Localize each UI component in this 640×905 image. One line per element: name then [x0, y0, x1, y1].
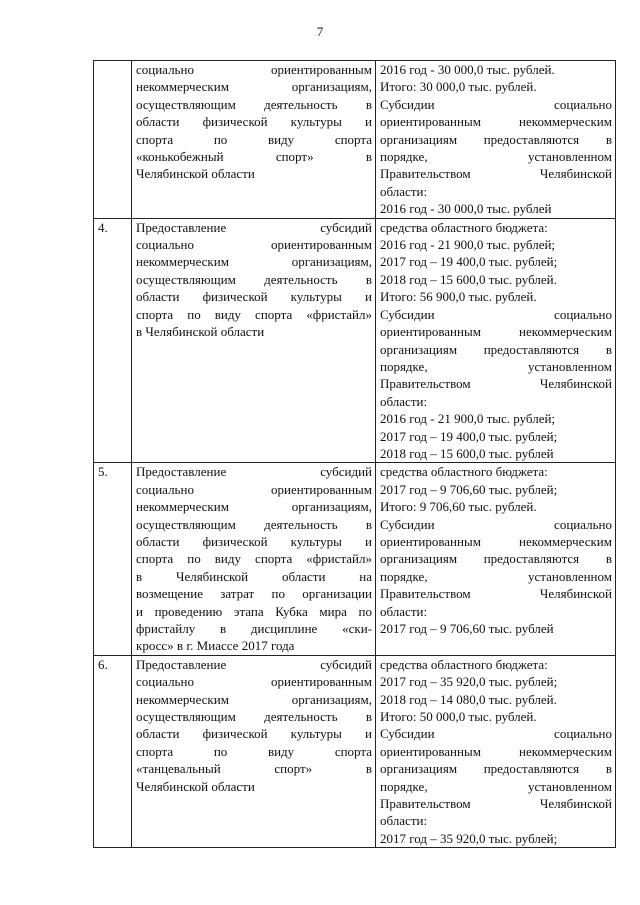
- funding-line: порядке, установленном: [380, 358, 612, 374]
- funding-line: области:: [380, 603, 428, 619]
- funding-line: 2017 год – 35 920,0 тыс. рублей;: [380, 830, 558, 846]
- table-row: [94, 655, 616, 847]
- description-line: социально ориентированным: [136, 674, 372, 690]
- funding-line: организациям предоставляются в: [380, 761, 612, 777]
- funding-cell: [376, 655, 616, 847]
- description-line: спорта по виду спорта: [136, 743, 372, 759]
- description-line: и проведению этапа Кубка мира по: [136, 603, 372, 619]
- funding-line: ориентированным некоммерческим: [380, 114, 612, 130]
- funding-line: Правительством Челябинской: [380, 376, 612, 392]
- description-line: социально ориентированным: [136, 237, 372, 253]
- description-line: области физической культуры и: [136, 726, 372, 742]
- description-line: осуществляющим деятельность в: [136, 96, 372, 112]
- subsidy-table: [93, 60, 616, 848]
- funding-line: средства областного бюджета:: [380, 656, 548, 672]
- funding-line: Субсидии социально: [380, 516, 612, 532]
- funding-line: 2016 год - 30 000,0 тыс. рублей: [380, 201, 552, 217]
- row-number-cell: 4.: [94, 218, 132, 463]
- funding-line: организациям предоставляются в: [380, 551, 612, 567]
- funding-line: Правительством Челябинской: [380, 586, 612, 602]
- funding-line: 2018 год – 15 600,0 тыс. рублей: [380, 445, 554, 461]
- funding-line: 2018 год – 15 600,0 тыс. рублей.: [380, 271, 557, 287]
- description-line: Предоставление субсидий: [136, 219, 372, 235]
- description-line: Предоставление субсидий: [136, 464, 372, 480]
- description-line: области физической культуры и: [136, 114, 372, 130]
- measure-description-cell: [132, 61, 376, 219]
- funding-line: средства областного бюджета:: [380, 219, 548, 235]
- measure-description-cell: [132, 218, 376, 463]
- funding-line: 2017 год – 9 706,60 тыс. рублей: [380, 621, 554, 636]
- funding-line: 2017 год – 19 400,0 тыс. рублей;: [380, 254, 558, 270]
- funding-cell: [376, 463, 616, 655]
- description-line: спорта по виду спорта «фристайл»: [136, 306, 372, 322]
- description-line: осуществляющим деятельность в: [136, 271, 372, 287]
- funding-line: 2016 год - 30 000,0 тыс. рублей.: [380, 62, 555, 77]
- funding-line: Правительством Челябинской: [380, 166, 612, 182]
- funding-line: Итого: 56 900,0 тыс. рублей.: [380, 289, 537, 305]
- funding-line: порядке, установленном: [380, 568, 612, 584]
- measure-description-cell: [132, 655, 376, 847]
- funding-line: Итого: 30 000,0 тыс. рублей.: [380, 79, 537, 95]
- funding-line: ориентированным некоммерческим: [380, 533, 612, 549]
- description-line: некоммерческим организациям,: [136, 499, 372, 515]
- page-number: 7: [316, 24, 324, 39]
- table-row: [94, 218, 616, 463]
- row-number-cell: 5.: [94, 463, 132, 655]
- funding-line: ориентированным некоммерческим: [380, 743, 612, 759]
- description-line: области физической культуры и: [136, 533, 372, 549]
- funding-line: Итого: 9 706,60 тыс. рублей.: [380, 499, 537, 515]
- description-line: социально ориентированным: [136, 62, 372, 77]
- description-line: Челябинской области: [136, 166, 255, 182]
- description-line: «конькобежный спорт» в: [136, 149, 372, 165]
- funding-line: Итого: 50 000,0 тыс. рублей.: [380, 709, 537, 725]
- description-line: осуществляющим деятельность в: [136, 709, 372, 725]
- description-line: кросс» в г. Миассе 2017 года: [136, 638, 295, 654]
- funding-line: 2017 год – 19 400,0 тыс. рублей;: [380, 428, 558, 444]
- measure-description-cell: [132, 463, 376, 655]
- funding-line: 2017 год – 35 920,0 тыс. рублей;: [380, 674, 558, 690]
- funding-line: порядке, установленном: [380, 149, 612, 165]
- table-row: [94, 463, 616, 655]
- description-line: фристайлу в дисциплине «ски-: [136, 621, 372, 636]
- funding-line: области:: [380, 813, 428, 829]
- description-line: Челябинской области: [136, 778, 255, 794]
- table-row: [94, 61, 616, 219]
- description-line: спорта по виду спорта «фристайл»: [136, 551, 372, 567]
- funding-line: ориентированным некоммерческим: [380, 324, 612, 340]
- description-line: осуществляющим деятельность в: [136, 516, 372, 532]
- description-line: некоммерческим организациям,: [136, 254, 372, 270]
- funding-cell: [376, 61, 616, 219]
- funding-line: Субсидии социально: [380, 306, 612, 322]
- funding-line: области:: [380, 183, 428, 199]
- funding-line: 2018 год – 14 080,0 тыс. рублей.: [380, 691, 557, 707]
- funding-line: 2017 год – 9 706,60 тыс. рублей;: [380, 481, 558, 497]
- funding-line: области:: [380, 393, 428, 409]
- funding-line: средства областного бюджета:: [380, 464, 548, 480]
- description-line: возмещение затрат по организации: [136, 586, 372, 602]
- row-number-cell: [94, 61, 132, 219]
- description-line: некоммерческим организациям,: [136, 691, 372, 707]
- description-line: в Челябинской области на: [136, 568, 372, 584]
- funding-line: организациям предоставляются в: [380, 131, 612, 147]
- funding-line: порядке, установленном: [380, 778, 612, 794]
- description-line: в Челябинской области: [136, 324, 265, 340]
- funding-line: 2016 год - 21 900,0 тыс. рублей;: [380, 237, 556, 253]
- description-line: Предоставление субсидий: [136, 656, 372, 672]
- funding-line: Субсидии социально: [380, 726, 612, 742]
- description-line: «танцевальный спорт» в: [136, 761, 372, 777]
- funding-line: Субсидии социально: [380, 96, 612, 112]
- description-line: социально ориентированным: [136, 481, 372, 497]
- row-number-cell: 6.: [94, 655, 132, 847]
- funding-line: Правительством Челябинской: [380, 796, 612, 812]
- description-line: области физической культуры и: [136, 289, 372, 305]
- funding-cell: [376, 218, 616, 463]
- funding-line: 2016 год - 21 900,0 тыс. рублей;: [380, 411, 556, 427]
- funding-line: организациям предоставляются в: [380, 341, 612, 357]
- description-line: некоммерческим организациям,: [136, 79, 372, 95]
- description-line: спорта по виду спорта: [136, 131, 372, 147]
